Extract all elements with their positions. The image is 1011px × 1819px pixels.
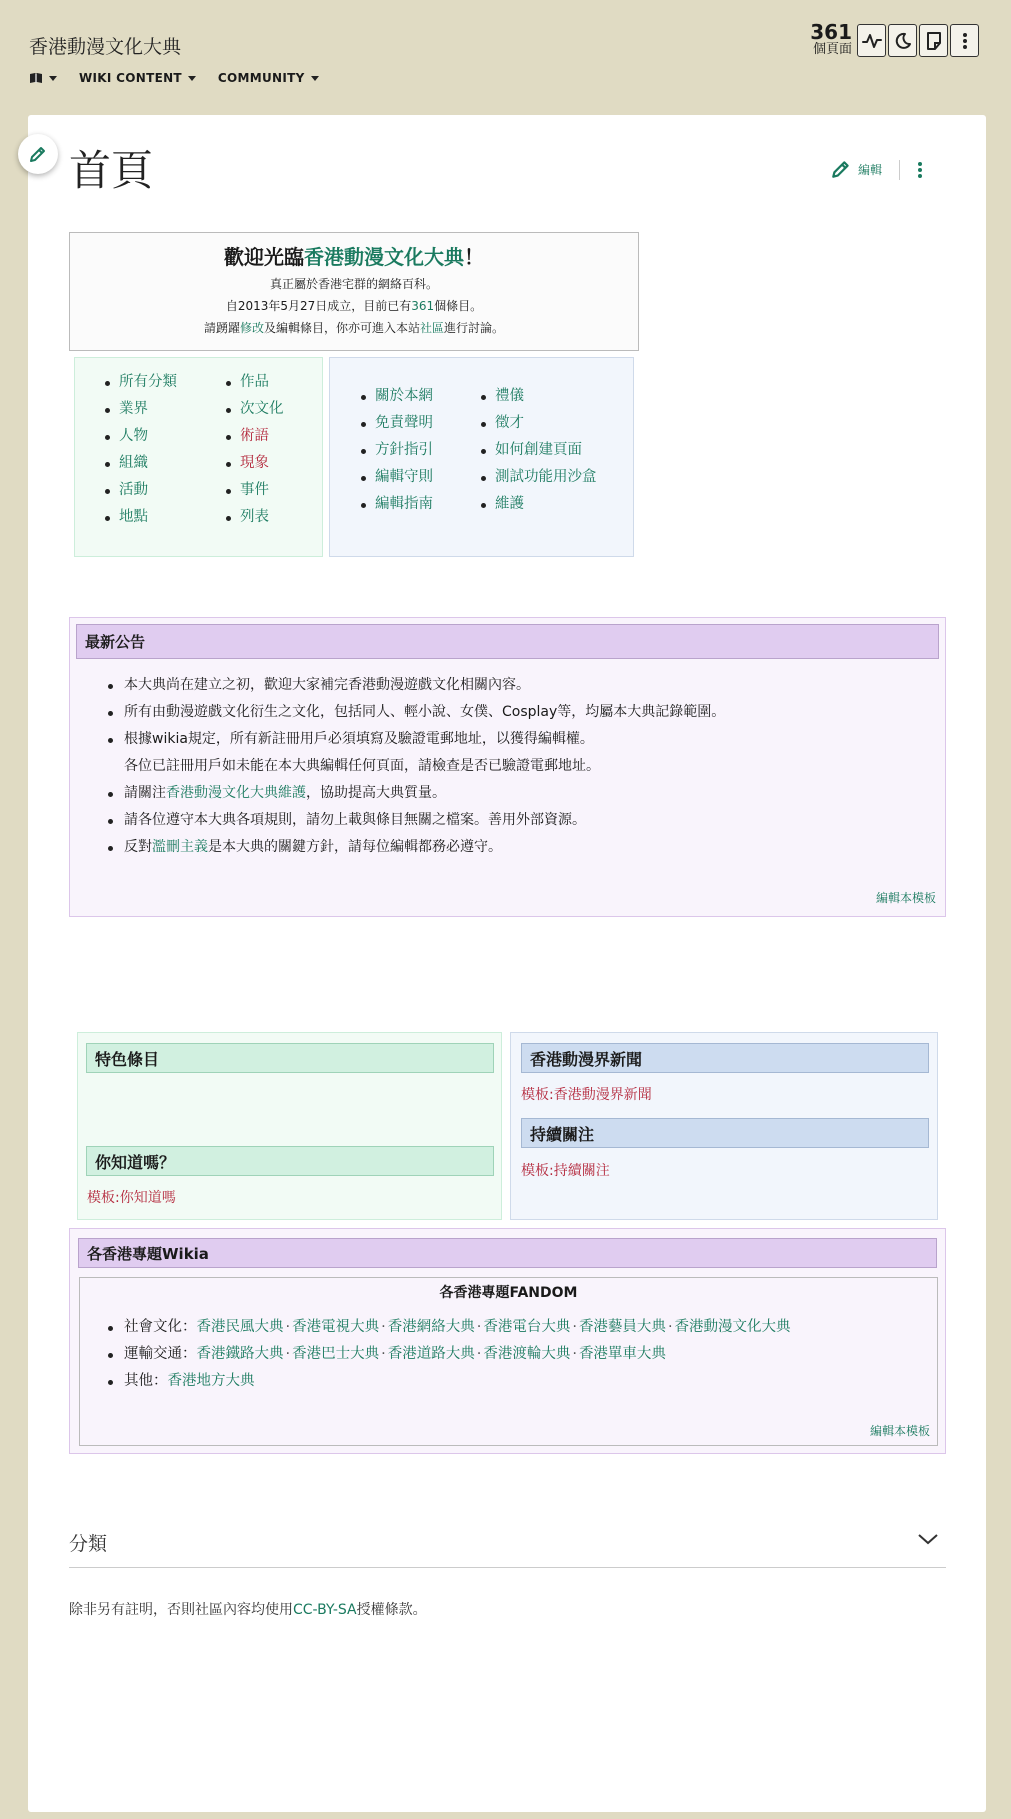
announce-text: 請關注 [124, 785, 166, 801]
separator: · [285, 1346, 291, 1362]
category-link[interactable]: 所有分類 [119, 374, 177, 390]
list-item: 所有由動漫遊戲文化衍生之文化，包括同人、輕小說、女僕、Cosplay等，均屬本大典記錄範圍。 [108, 699, 725, 726]
pencil-icon [830, 158, 852, 180]
article-count-link[interactable]: 361 [411, 299, 435, 313]
welcome-title-suffix: ！ [464, 245, 484, 269]
wikia-link[interactable]: 香港電視大典 [292, 1319, 380, 1335]
separator: · [381, 1346, 386, 1362]
category-link[interactable]: 地點 [119, 509, 148, 525]
list-item[interactable] [105, 369, 177, 396]
chevron-down-icon [917, 1532, 939, 1546]
policy-link[interactable]: 濫刪主義 [152, 839, 208, 855]
list-item [108, 834, 725, 861]
welcome-line2-prefix: 自2013年5月27日成立，目前已有 [225, 299, 412, 313]
more-icon [917, 160, 923, 180]
row-label: 運輸交通： [124, 1346, 197, 1362]
help-link[interactable]: 免責聲明 [375, 415, 433, 431]
wikia-link[interactable]: 香港電台大典 [483, 1319, 571, 1335]
welcome-site-link[interactable]: 香港動漫文化大典 [304, 245, 464, 269]
license-notice [69, 1599, 427, 1619]
featured-heading: 特色條目 [86, 1043, 494, 1073]
nav-community[interactable] [218, 71, 319, 85]
welcome-box [69, 232, 639, 351]
wikia-link[interactable]: 香港道路大典 [387, 1346, 475, 1362]
category-link[interactable]: 作品 [240, 374, 269, 390]
divider [899, 160, 900, 180]
row-label: 其他： [124, 1373, 168, 1389]
list-item[interactable] [361, 464, 433, 491]
list-item [108, 780, 725, 807]
license-link[interactable]: CC-BY-SA [293, 1602, 357, 1618]
wikia-link[interactable]: 香港渡輪大典 [483, 1346, 571, 1362]
category-redlink[interactable]: 現象 [240, 455, 269, 471]
did-you-know-heading: 你知道嗎？ [86, 1146, 494, 1176]
moon-icon [894, 32, 912, 50]
category-links-col1 [105, 369, 177, 531]
site-title[interactable]: 香港動漫文化大典 [29, 36, 182, 58]
list-item[interactable] [361, 437, 433, 464]
help-links-col2 [481, 383, 597, 518]
separator: · [572, 1346, 577, 1362]
community-link[interactable]: 社區 [420, 321, 445, 335]
category-links-box [74, 357, 323, 557]
help-link[interactable]: 禮儀 [495, 388, 524, 404]
toolbar [857, 24, 981, 57]
help-link[interactable]: 方針指引 [375, 442, 433, 458]
separator: · [381, 1319, 386, 1335]
wikia-link[interactable]: 香港單車大典 [578, 1346, 666, 1362]
edit-template-link[interactable]: 編輯本模板 [876, 891, 937, 905]
welcome-line3-suffix: 進行討論。 [444, 321, 505, 335]
maintenance-link[interactable]: 香港動漫文化大典維護 [166, 785, 306, 801]
list-item: 根據wikia規定，所有新註冊用戶必須填寫及驗證電郵地址，以獲得編輯權。 [108, 726, 725, 753]
help-link[interactable]: 測試功能用沙盒 [495, 469, 597, 485]
announce-text: ，協助提高大典質量。 [306, 785, 446, 801]
row-label: 社會文化： [124, 1319, 197, 1335]
list-item[interactable] [105, 477, 177, 504]
chevron-down-icon [49, 76, 57, 81]
list-item[interactable] [226, 423, 284, 450]
news-box [510, 1032, 938, 1220]
wikia-link[interactable]: 香港網絡大典 [387, 1319, 475, 1335]
separator: · [476, 1319, 482, 1335]
list-item: 本大典尚在建立之初，歡迎大家補完香港動漫遊戲文化相關內容。 [108, 672, 725, 699]
list-item[interactable] [481, 410, 597, 437]
edit-floating-button[interactable] [18, 134, 58, 174]
page-title: 首頁 [69, 146, 154, 195]
category-link[interactable]: 活動 [119, 482, 148, 498]
announce-text: 是本大典的關鍵方針，請每位編輯都務必遵守。 [208, 839, 502, 855]
nav-wiki-content-label: WIKI CONTENT [79, 71, 182, 85]
nav-wiki-menu[interactable] [29, 72, 57, 84]
page-count-number: 361 [810, 20, 852, 44]
help-link[interactable]: 徵才 [495, 415, 524, 431]
news-heading: 香港動漫界新聞 [521, 1043, 929, 1073]
book-icon [29, 72, 43, 84]
welcome-title-prefix: 歡迎光臨 [224, 245, 304, 269]
page-edit-label: 編輯 [858, 162, 883, 177]
activity-button[interactable] [857, 24, 886, 57]
help-link[interactable]: 編輯守則 [375, 469, 433, 485]
hk-wikia-heading: 各香港專題Wikia [78, 1238, 937, 1268]
category-link[interactable]: 次文化 [240, 401, 284, 417]
announcement-heading: 最新公告 [76, 624, 939, 659]
announcement-box [69, 617, 946, 917]
categories-toggle[interactable] [917, 1531, 939, 1550]
edit-template-link[interactable]: 編輯本模板 [870, 1424, 931, 1438]
list-item[interactable] [105, 396, 177, 423]
category-link[interactable]: 事件 [240, 482, 269, 498]
help-links-col1 [361, 383, 433, 518]
page-count [804, 22, 852, 56]
news-template-link[interactable]: 模板:香港動漫界新聞 [521, 1087, 652, 1103]
help-link[interactable]: 編輯指南 [375, 496, 433, 512]
list-item[interactable] [105, 504, 177, 531]
wikia-link[interactable]: 香港巴士大典 [292, 1346, 380, 1362]
category-links-col2 [226, 369, 284, 531]
list-item[interactable] [481, 383, 597, 410]
announcement-list [108, 672, 725, 861]
wikia-link[interactable]: 香港鐵路大典 [196, 1346, 284, 1362]
list-item[interactable] [481, 464, 597, 491]
welcome-line3 [70, 322, 638, 334]
featured-box [77, 1032, 502, 1220]
license-text: 授權條款。 [356, 1602, 427, 1618]
list-item: 請各位遵守本大典各項規則，請勿上載與條目無關之檔案。善用外部資源。 [108, 807, 725, 834]
list-item [108, 1341, 791, 1368]
list-item[interactable] [226, 369, 284, 396]
welcome-line3-mid: 及編輯條目，你亦可進入本站 [263, 321, 420, 335]
category-link[interactable]: 人物 [119, 428, 148, 444]
list-item[interactable] [226, 450, 284, 477]
list-item[interactable] [226, 477, 284, 504]
separator: · [285, 1319, 291, 1335]
list-item[interactable] [105, 423, 177, 450]
hk-fandom-panel [79, 1277, 938, 1446]
page-count-label: 個頁面 [812, 42, 852, 57]
category-link[interactable]: 列表 [240, 509, 269, 525]
welcome-line3-prefix: 請踴躍 [203, 321, 240, 335]
list-item[interactable] [361, 410, 433, 437]
wikia-link[interactable]: 香港藝員大典 [578, 1319, 666, 1335]
more-icon [962, 32, 968, 50]
list-item[interactable] [226, 504, 284, 531]
list-item[interactable] [105, 450, 177, 477]
edit-link[interactable]: 修改 [239, 321, 264, 335]
license-text: 除非另有註明，否則社區內容均使用 [69, 1602, 293, 1618]
list-item-continuation: 各位已註冊用戶如未能在本大典編輯任何頁面，請檢查是否已驗證電郵地址。 [124, 758, 600, 774]
page-edit-button[interactable] [830, 158, 882, 180]
nav-wiki-content[interactable] [79, 71, 196, 85]
page-icon [926, 32, 942, 50]
chevron-down-icon [311, 76, 319, 81]
did-you-know-template-link[interactable]: 模板:你知道嗎 [87, 1190, 176, 1206]
follow-template-link[interactable]: 模板:持續關注 [521, 1163, 610, 1179]
list-item[interactable] [361, 491, 433, 518]
list-item[interactable] [361, 383, 433, 410]
welcome-title [70, 241, 638, 270]
list-item[interactable] [226, 396, 284, 423]
hk-wikia-box [69, 1228, 946, 1454]
welcome-line2 [70, 300, 638, 312]
list-item[interactable] [481, 437, 597, 464]
help-link[interactable]: 如何創建頁面 [495, 442, 582, 458]
categories-label[interactable]: 分類 [69, 1533, 108, 1555]
welcome-line2-suffix: 個條目。 [434, 299, 483, 313]
wikia-link[interactable]: 香港民風大典 [196, 1319, 284, 1335]
page-tools-button[interactable] [919, 24, 948, 57]
announce-text: 反對 [124, 839, 152, 855]
divider [69, 1567, 946, 1568]
activity-icon [862, 33, 882, 49]
help-links-box [329, 357, 634, 557]
list-item [108, 1314, 791, 1341]
more-options-button[interactable] [950, 24, 979, 57]
hk-fandom-title: 各香港專題FANDOM [439, 1285, 578, 1301]
follow-heading: 持續關注 [521, 1118, 929, 1148]
category-link[interactable]: 組織 [119, 455, 148, 471]
category-link[interactable]: 業界 [119, 401, 148, 417]
separator: · [572, 1319, 577, 1335]
chevron-down-icon [188, 76, 196, 81]
category-redlink[interactable]: 術語 [240, 428, 269, 444]
separator: · [667, 1319, 673, 1335]
page-more-button[interactable] [917, 160, 923, 184]
wikia-link[interactable]: 香港地方大典 [167, 1373, 255, 1389]
hk-wikia-list [108, 1314, 791, 1395]
theme-toggle-button[interactable] [888, 24, 917, 57]
help-link[interactable]: 關於本網 [375, 388, 433, 404]
list-item[interactable] [481, 491, 597, 518]
welcome-line1: 真正屬於香港宅群的網絡百科。 [269, 277, 438, 291]
pencil-icon [28, 144, 48, 164]
top-navigation [29, 71, 341, 85]
list-item [108, 1368, 791, 1395]
help-link[interactable]: 維護 [495, 496, 524, 512]
wikia-link[interactable]: 香港動漫文化大典 [674, 1319, 791, 1335]
separator: · [476, 1346, 482, 1362]
nav-community-label: COMMUNITY [217, 71, 305, 85]
